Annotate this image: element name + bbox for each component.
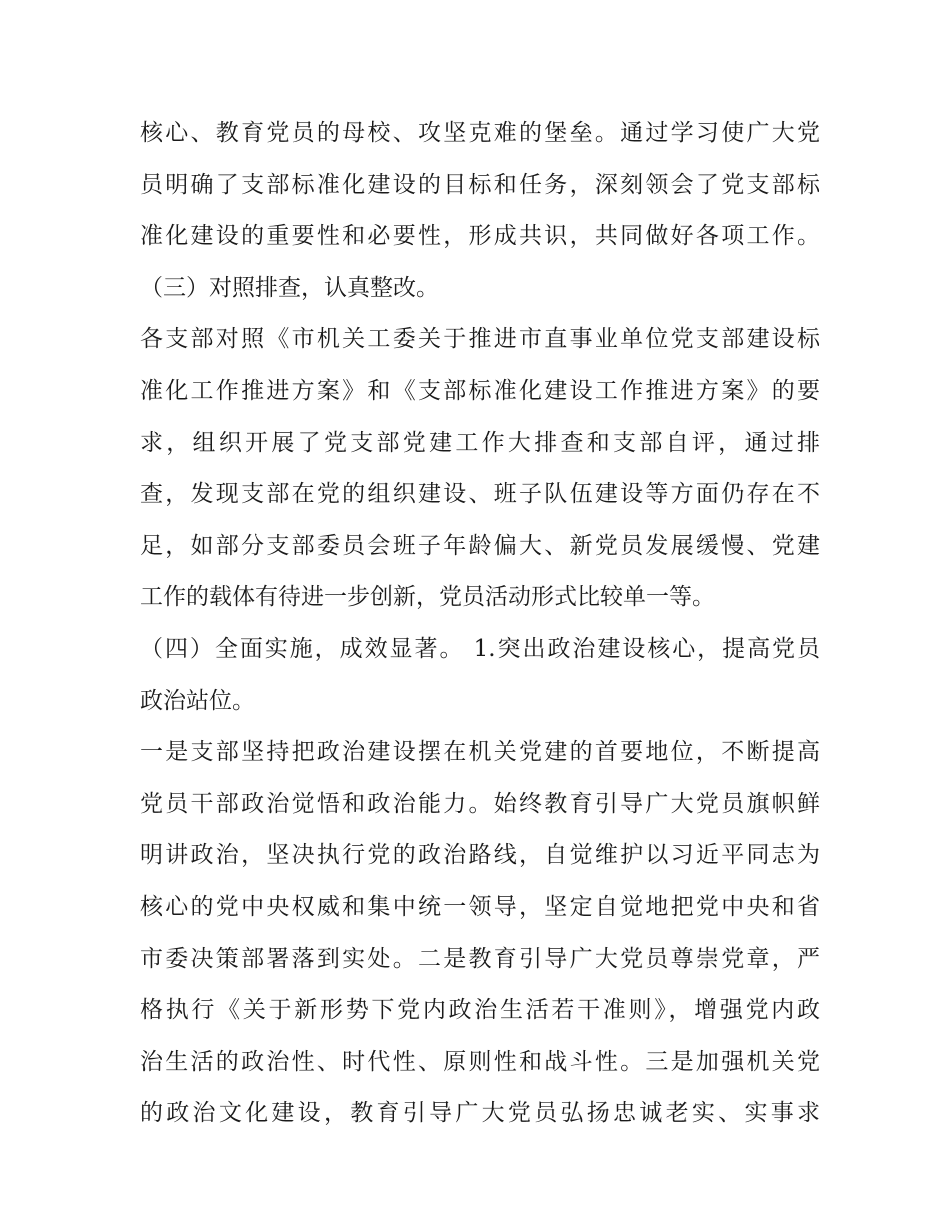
text-line: 求，组织开展了党支部党建工作大排查和支部自评，通过排: [140, 429, 820, 456]
text-line: 核心、教育党员的母校、攻坚克难的堡垒。通过学习使广大党: [140, 120, 820, 146]
text-line: 各支部对照《市机关工委关于推进市直事业单位党支部建设标: [140, 326, 820, 353]
text-line: 政治站位。: [140, 687, 255, 714]
text-line: （四）全面实施，成效显著。 1.突出政治建设核心，提高党员: [140, 635, 820, 662]
text-line: 查，发现支部在党的组织建设、班子队伍建设等方面仍存在不: [140, 481, 820, 508]
text-line: 员明确了支部标准化建设的目标和任务，深刻领会了党支部标: [140, 171, 820, 198]
text-line: 足，如部分支部委员会班子年龄偏大、新党员发展缓慢、党建: [140, 532, 820, 559]
document-body: [140, 108, 820, 1140]
text-line: 明讲政治，坚决执行党的政治路线，自觉维护以习近平同志为: [140, 842, 820, 869]
text-line: 准化工作推进方案》和《支部标准化建设工作推进方案》的要: [140, 377, 820, 404]
text-line: 党员干部政治觉悟和政治能力。始终教育引导广大党员旗帜鲜: [140, 790, 820, 817]
text-line: 核心的党中央权威和集中统一领导，坚定自觉地把党中央和省: [140, 893, 820, 920]
text-line: 市委决策部署落到实处。二是教育引导广大党员尊崇党章，严: [140, 945, 820, 972]
text-line: 治生活的政治性、时代性、原则性和战斗性。三是加强机关党: [140, 1048, 820, 1075]
text-line: 的政治文化建设，教育引导广大党员弘扬忠诚老实、实事求: [140, 1100, 820, 1127]
text-line: 格执行《关于新形势下党内政治生活若干准则》，增强党内政: [140, 997, 820, 1024]
text-line: 准化建设的重要性和必要性，形成共识，共同做好各项工作。: [140, 223, 820, 250]
text-line: 工作的载体有待进一步创新，党员活动形式比较单一等。: [140, 584, 715, 611]
text-line: （三）对照排查，认真整改。: [140, 274, 439, 301]
text-line: 一是支部坚持把政治建设摆在机关党建的首要地位，不断提高: [140, 739, 820, 766]
